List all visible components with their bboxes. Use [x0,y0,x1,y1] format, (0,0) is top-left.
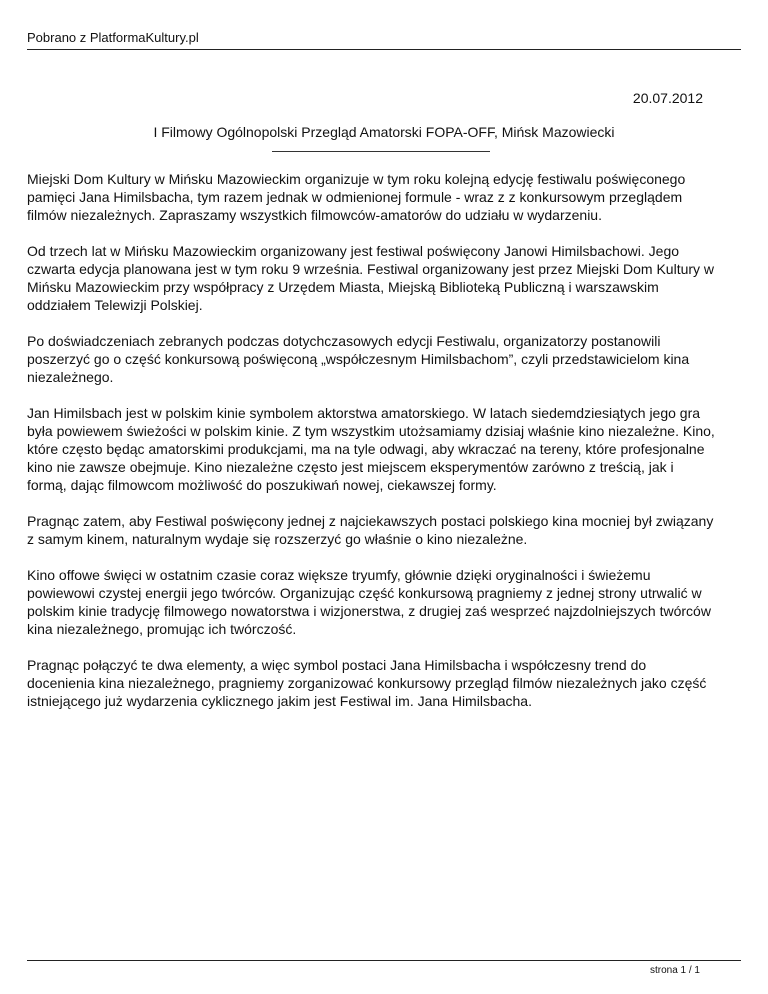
page-number: strona 1 / 1 [649,965,700,976]
header-source: Pobrano z PlatformaKultury.pl [27,30,199,45]
paragraph: Pragnąc zatem, aby Festiwal poświęcony jednej z najciekawszych postaci polskiego kina mocniej był związany z samym kinem, naturalnym wydaje się rozszerzyć go właśnie o kino niezależne. [27,513,714,547]
paragraph: Od trzech lat w Mińsku Mazowieckim organizowany jest festiwal poświęcony Janowi Himilsbachowi. Jego czwarta edycja planowana jest w tym roku 9 września. Festiwal organizowany jest przez Miejski Dom Kultury w Mińsku Mazowieckim przy współpracy z Urzędem Miasta, Miejską Biblioteką Publiczną i warszawskim oddziałem Telewizji Polskiej. [27,243,715,313]
paragraph: Pragnąc połączyć te dwa elementy, a więc symbol postaci Jana Himilsbacha i współczesny trend do docenienia kina niezależnego, pragniemy zorganizować konkursowy przegląd filmów niezależnych jako część istniejącego już wydarzenia cyklicznego jakim jest Festiwal im. Jana Himilsbacha. [27,657,707,709]
header-divider [27,49,741,50]
article-body [27,170,717,728]
paragraph: Miejski Dom Kultury w Mińsku Mazowieckim organizuje w tym roku kolejną edycję festiwalu poświęconego pamięci Jana Himilsbacha, tym razem jednak w odmienionej formule - wraz z z konkursowym przeglądem filmów niezależnych. Zapraszamy wszystkich filmowców-amatorów do udziału w wydarzeniu. [27,171,686,223]
document-title: I Filmowy Ogólnopolski Przegląd Amatorski FOPA-OFF, Mińsk Mazowiecki [153,124,615,140]
paragraph: Jan Himilsbach jest w polskim kinie symbolem aktorstwa amatorskiego. W latach siedemdziesiątych jego gra była powiewem świeżości w polskim kinie. Z tym wszystkim utożsamiamy dzisiaj właśnie kino niezależne. Kino, które często będąc amatorskimi produkcjami, ma na tyle odwagi, aby wkraczać na tereny, które profesjonalne kino nie zawsze obejmuje. Kino niezależne często jest miejscem eksperymentów zarówno z treścią, jak i formą, dając filmowcom możliwość do poszukiwań nowej, ciekawszej formy. [27,405,715,493]
paragraph: Po doświadczeniach zebranych podczas dotychczasowych edycji Festiwalu, organizatorzy postanowili poszerzyć go o część konkursową poświęconą „współczesnym Himilsbachom”, czyli przedstawicielom kina niezależnego. [27,333,690,385]
document-date: 20.07.2012 [632,90,703,106]
footer-divider [27,960,741,961]
paragraph: Kino offowe święci w ostatnim czasie coraz większe tryumfy, głównie dzięki oryginalności i świeżemu powiewowi czystej energii jego twórców. Organizując część konkursową pragniemy z jednej strony utrwalić w polskim kinie tradycję filmowego nowatorstwa i wizjonerstwa, z drugiej zaś wesprzeć najzdolniejszych twórców kina niezależnego, promując ich twórczość. [27,567,711,637]
title-underline [272,151,490,152]
